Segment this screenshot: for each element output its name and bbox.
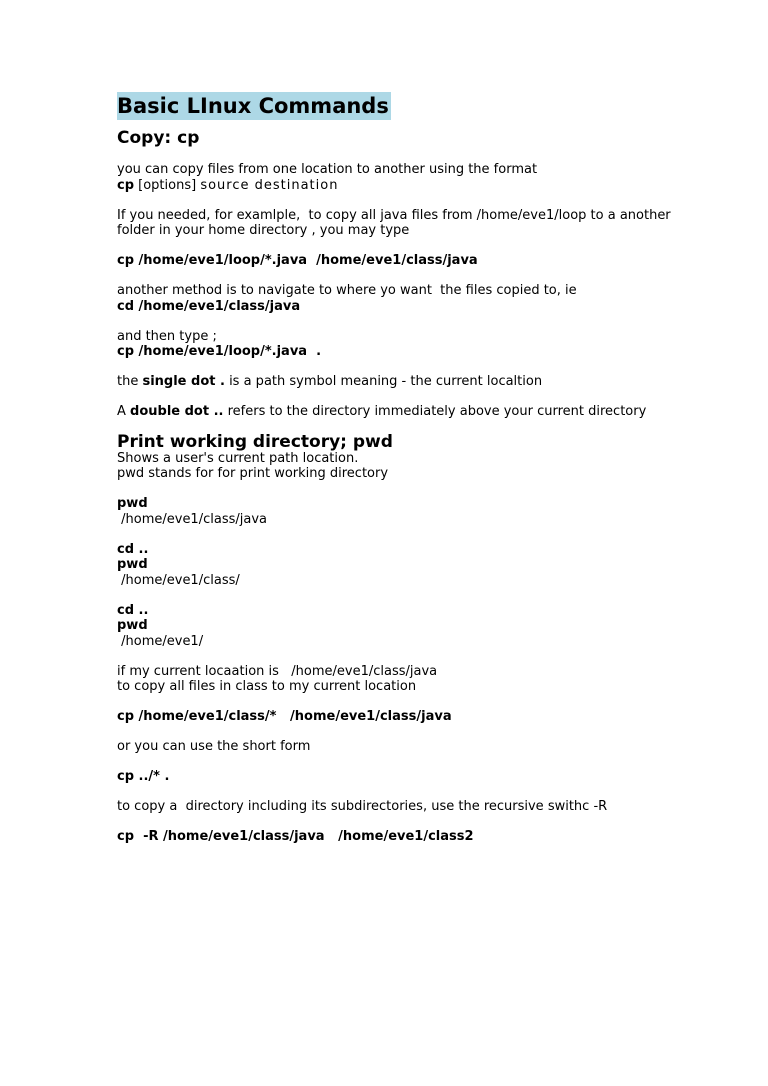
single-dot-pre: the [117, 374, 143, 389]
copy-format-line [117, 178, 717, 194]
command-cd-java: cd /home/eve1/class/java [117, 298, 301, 314]
location-line-1: if my current locaation is /home/eve1/class/java [117, 663, 438, 679]
output-pwd-1: /home/eve1/class/java [117, 511, 267, 527]
format-cmd: cp [117, 177, 135, 193]
command-pwd-1: pwd [117, 496, 148, 511]
recursive-description: to copy a directory including its subdirectories, use the recursive swithc -R [117, 799, 608, 814]
document-page [117, 92, 717, 845]
double-dot-pre: A [117, 404, 131, 419]
double-dot-term: double dot .. [130, 404, 224, 419]
example-intro-line-2: folder in your home directory , you may type [117, 223, 410, 238]
command-pwd-2: pwd [117, 557, 148, 572]
double-dot-post: refers to the directory immediately above your current directory [223, 404, 647, 419]
output-pwd-2: /home/eve1/class/ [117, 572, 240, 588]
command-copy-class: cp /home/eve1/class/* /home/eve1/class/java [117, 709, 452, 724]
document-title: Basic LInux Commands [117, 94, 389, 118]
pwd-description-1: Shows a user's current path location. [117, 450, 359, 466]
command-pwd-3: pwd [117, 618, 148, 633]
command-copy-java: cp /home/eve1/loop/*.java /home/eve1/class/java [117, 253, 478, 268]
double-dot-line [117, 404, 717, 420]
copy-intro: you can copy files from one location to another using the format [117, 162, 538, 177]
then-type-text: and then type ; [117, 328, 217, 344]
format-options: [options] [134, 177, 201, 193]
command-copy-dot: cp /home/eve1/loop/*.java . [117, 344, 322, 359]
output-pwd-3: /home/eve1/ [117, 633, 204, 649]
pwd-description-2: pwd stands for for print working directory [117, 466, 389, 481]
command-recursive-copy: cp -R /home/eve1/class/java /home/eve1/class2 [117, 829, 474, 844]
format-args: source destination [200, 177, 339, 193]
command-short-form: cp ../* . [117, 769, 170, 784]
short-form-text: or you can use the short form [117, 739, 311, 754]
command-cd-up-1: cd .. [117, 541, 149, 557]
command-cd-up-2: cd .. [117, 602, 149, 618]
example-intro-line-1: If you needed, for examlple, to copy all java files from /home/eve1/loop to a another [117, 207, 671, 223]
location-line-2: to copy all files in class to my current location [117, 679, 417, 694]
alt-method-text: another method is to navigate to where yo want the files copied to, ie [117, 283, 577, 298]
single-dot-term: single dot . [142, 374, 225, 389]
copy-heading: Copy: cp [117, 128, 200, 148]
single-dot-post: is a path symbol meaning - the current localtion [224, 374, 543, 389]
single-dot-line [117, 374, 717, 390]
pwd-heading: Print working directory; pwd [117, 431, 393, 452]
